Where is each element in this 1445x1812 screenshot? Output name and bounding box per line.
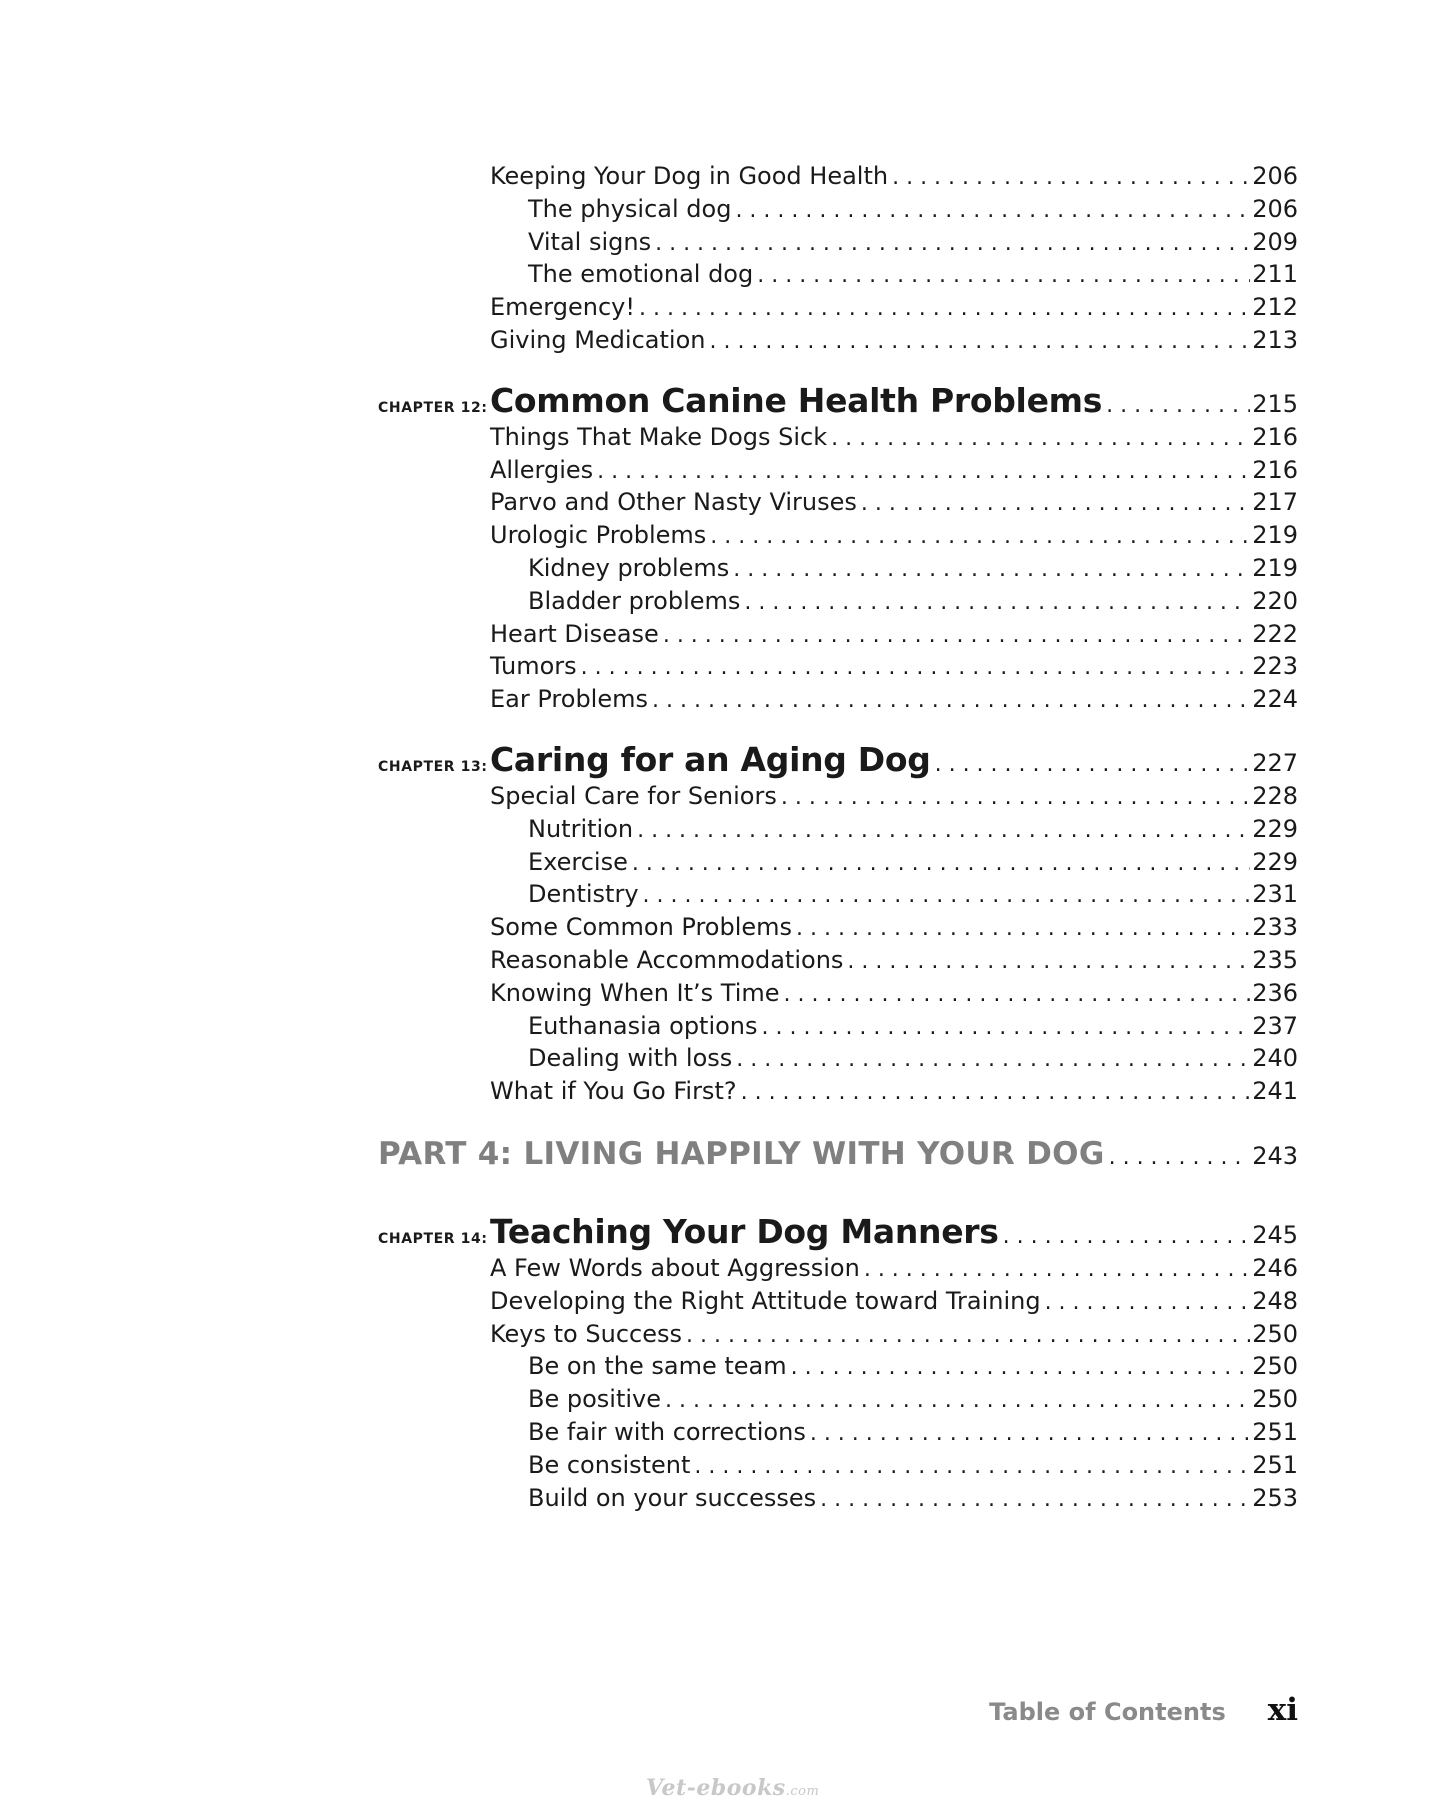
- page-number: 248: [1252, 1286, 1298, 1315]
- dot-leader: [694, 1454, 1250, 1479]
- page-number: 213: [1252, 325, 1298, 354]
- entry-title: Be positive: [528, 1385, 661, 1414]
- page-number: 206: [1252, 162, 1298, 190]
- page-number: 229: [1252, 847, 1298, 876]
- entry-title: Things That Make Dogs Sick: [490, 422, 828, 451]
- page-number: 245: [1252, 1220, 1298, 1249]
- page-number: 220: [1252, 586, 1298, 615]
- entry-title: Be fair with corrections: [528, 1417, 806, 1446]
- toc-entry-row: [378, 685, 1298, 718]
- toc-entry-row: [378, 782, 1298, 815]
- watermark-logo: [646, 1775, 819, 1801]
- entry-title: Parvo and Other Nasty Viruses: [490, 488, 857, 517]
- toc-subentry-row: [378, 815, 1298, 848]
- toc-entry-row: [378, 1320, 1298, 1353]
- entry-title: Some Common Problems: [490, 913, 793, 942]
- toc-entry-row: [378, 521, 1298, 554]
- toc-entry-row: [378, 488, 1298, 521]
- dot-leader: [757, 263, 1250, 288]
- chapter-label: CHAPTER 12:: [378, 399, 488, 416]
- chapter-label: CHAPTER 14:: [378, 1230, 488, 1247]
- entry-title: Vital signs: [528, 227, 652, 256]
- watermark-text: Vet-ebooks: [646, 1775, 786, 1801]
- toc-chapter-row: [378, 1212, 1298, 1254]
- toc-entry-row: [378, 162, 1298, 195]
- toc-subentry-row: [378, 1484, 1298, 1517]
- page-number: 217: [1252, 488, 1298, 517]
- page-number: 216: [1252, 422, 1298, 451]
- toc-subentry-row: [378, 195, 1298, 228]
- page-number: 212: [1252, 293, 1298, 322]
- toc-entry-row: [378, 423, 1298, 456]
- entry-title: Be on the same team: [528, 1352, 787, 1381]
- entry-title: Be consistent: [528, 1450, 691, 1479]
- toc-subentry-row: [378, 554, 1298, 587]
- page-number: 235: [1252, 945, 1298, 974]
- entry-title: Exercise: [528, 847, 628, 876]
- dot-leader: [791, 1355, 1251, 1380]
- toc-subentry-row: [378, 848, 1298, 881]
- page-number: 219: [1252, 521, 1298, 550]
- page-number: 215: [1252, 389, 1298, 418]
- entry-title: Kidney problems: [528, 553, 730, 582]
- footer-section-title: Table of Contents: [989, 1698, 1226, 1726]
- entry-title: Build on your successes: [528, 1483, 817, 1512]
- page-number: 224: [1252, 685, 1298, 714]
- page-number: 253: [1252, 1483, 1298, 1512]
- page-number: 240: [1252, 1044, 1298, 1073]
- dot-leader: [762, 1015, 1251, 1040]
- watermark-suffix: .com: [785, 1784, 820, 1799]
- entry-title: Urologic Problems: [490, 521, 707, 550]
- toc-chapter-row: [378, 740, 1298, 782]
- dot-leader: [736, 1047, 1250, 1072]
- page-number: 236: [1252, 978, 1298, 1007]
- dot-leader: [655, 231, 1250, 256]
- entry-title: Nutrition: [528, 814, 634, 843]
- toc-subentry-row: [378, 1044, 1298, 1077]
- dot-leader: [741, 1080, 1251, 1105]
- page-number: 206: [1252, 194, 1298, 223]
- toc-subentry-row: [378, 880, 1298, 913]
- dot-leader: [820, 1487, 1250, 1512]
- dot-leader: [796, 916, 1250, 941]
- page-number: 209: [1252, 227, 1298, 256]
- toc-entry-row: [378, 1077, 1298, 1110]
- dot-leader: [652, 688, 1250, 713]
- entry-title: Reasonable Accommodations: [490, 945, 844, 974]
- toc-subentry-row: [378, 1012, 1298, 1045]
- page-footer: [989, 1692, 1298, 1728]
- toc-entry-row: [378, 456, 1298, 489]
- entry-title: What if You Go First?: [490, 1077, 737, 1106]
- toc-subentry-row: [378, 1418, 1298, 1451]
- page-number: 243: [1252, 1141, 1298, 1170]
- page-number: 222: [1252, 619, 1298, 648]
- dot-leader: [864, 1257, 1250, 1282]
- page-number: 228: [1252, 781, 1298, 810]
- chapter-title: Common Canine Health Problems: [490, 380, 1103, 420]
- dot-leader: [663, 623, 1250, 648]
- dot-leader: [744, 590, 1250, 615]
- entry-title: Euthanasia options: [528, 1011, 758, 1040]
- toc-subentry-row: [378, 1385, 1298, 1418]
- toc-entry-row: [378, 979, 1298, 1012]
- entry-title: A Few Words about Aggression: [490, 1253, 860, 1282]
- page-number: 219: [1252, 553, 1298, 582]
- dot-leader: [665, 1388, 1250, 1413]
- page-number: 211: [1252, 260, 1298, 289]
- entry-title: Knowing When It’s Time: [490, 978, 780, 1007]
- page-number: 231: [1252, 880, 1298, 909]
- dot-leader: [643, 883, 1251, 908]
- page-number: 251: [1252, 1417, 1298, 1446]
- entry-title: Dealing with loss: [528, 1044, 733, 1073]
- page-number: 241: [1252, 1077, 1298, 1106]
- toc-chapter-row: [378, 381, 1298, 423]
- entry-title: Emergency!: [490, 293, 635, 322]
- dot-leader: [935, 752, 1251, 777]
- entry-title: Giving Medication: [490, 325, 706, 354]
- table-of-contents: [378, 162, 1298, 1516]
- dot-leader: [861, 491, 1250, 516]
- entry-title: Bladder problems: [528, 586, 741, 615]
- entry-title: Ear Problems: [490, 685, 648, 714]
- entry-title: Dentistry: [528, 880, 639, 909]
- entry-title: Special Care for Seniors: [490, 781, 777, 810]
- toc-entry-row: [378, 326, 1298, 359]
- entry-title: Keeping Your Dog in Good Health: [490, 162, 889, 190]
- page-number: 229: [1252, 814, 1298, 843]
- dot-leader: [637, 818, 1250, 843]
- toc-subentry-row: [378, 1352, 1298, 1385]
- dot-leader: [831, 426, 1250, 451]
- footer-page-number: xi: [1267, 1692, 1298, 1728]
- page-number: 216: [1252, 455, 1298, 484]
- page-number: 223: [1252, 652, 1298, 681]
- entry-title: Tumors: [490, 652, 577, 681]
- entry-title: Allergies: [490, 455, 594, 484]
- toc-subentry-row: [378, 587, 1298, 620]
- dot-leader: [733, 557, 1250, 582]
- toc-entry-row: [378, 946, 1298, 979]
- entry-title: Developing the Right Attitude toward Training: [490, 1286, 1041, 1315]
- dot-leader: [1045, 1290, 1251, 1315]
- dot-leader: [781, 785, 1250, 810]
- page-number: 227: [1252, 748, 1298, 777]
- page-number: 246: [1252, 1253, 1298, 1282]
- toc-subentry-row: [378, 228, 1298, 261]
- toc-subentry-row: [378, 260, 1298, 293]
- entry-title: Keys to Success: [490, 1319, 682, 1348]
- toc-subentry-row: [378, 1451, 1298, 1484]
- toc-entry-row: [378, 652, 1298, 685]
- dot-leader: [1003, 1224, 1251, 1249]
- dot-leader: [1109, 1145, 1251, 1170]
- toc-entry-row: [378, 913, 1298, 946]
- page-number: 250: [1252, 1352, 1298, 1381]
- page-number: 250: [1252, 1385, 1298, 1414]
- page-number: 250: [1252, 1319, 1298, 1348]
- dot-leader: [1106, 393, 1250, 418]
- page-number: 237: [1252, 1011, 1298, 1040]
- dot-leader: [810, 1421, 1250, 1446]
- dot-leader: [709, 329, 1250, 354]
- dot-leader: [784, 982, 1251, 1007]
- dot-leader: [597, 459, 1250, 484]
- dot-leader: [710, 524, 1250, 549]
- chapter-title: Caring for an Aging Dog: [490, 739, 931, 779]
- toc-part-row: [378, 1136, 1298, 1190]
- entry-title: The physical dog: [528, 194, 732, 223]
- part-title: PART 4: LIVING HAPPILY WITH YOUR DOG: [378, 1135, 1105, 1172]
- dot-leader: [847, 949, 1250, 974]
- toc-entry-row: [378, 1287, 1298, 1320]
- chapter-title: Teaching Your Dog Manners: [490, 1211, 999, 1251]
- dot-leader: [581, 655, 1251, 680]
- page-number: 233: [1252, 913, 1298, 942]
- dot-leader: [686, 1323, 1250, 1348]
- dot-leader: [639, 296, 1250, 321]
- entry-title: The emotional dog: [528, 260, 754, 289]
- dot-leader: [735, 198, 1250, 223]
- dot-leader: [632, 851, 1250, 876]
- page-number: 251: [1252, 1450, 1298, 1479]
- toc-entry-row: [378, 620, 1298, 653]
- dot-leader: [892, 165, 1250, 190]
- chapter-label: CHAPTER 13:: [378, 758, 488, 775]
- toc-entry-row: [378, 1254, 1298, 1287]
- toc-entry-row: [378, 293, 1298, 326]
- entry-title: Heart Disease: [490, 619, 659, 648]
